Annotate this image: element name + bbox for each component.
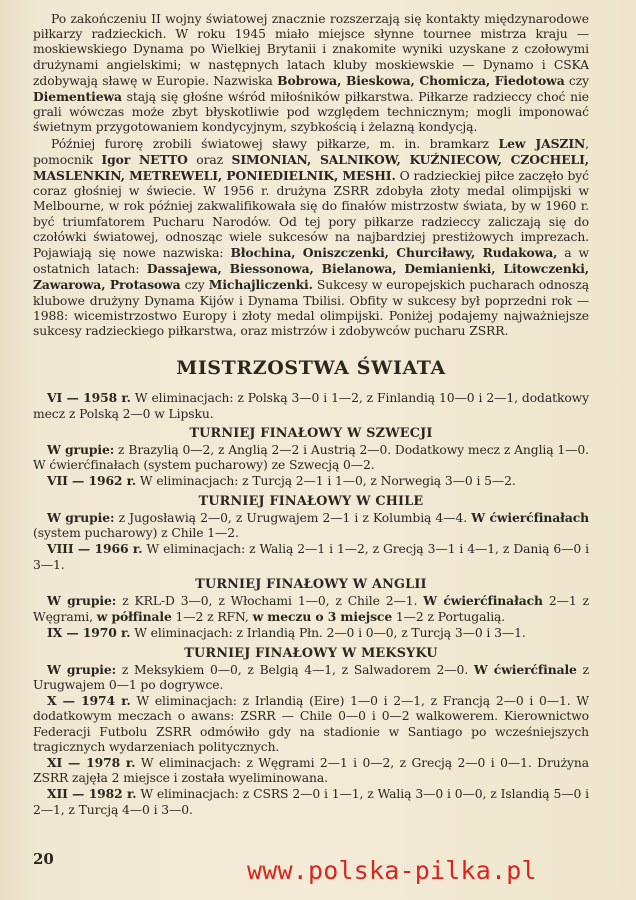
subheading-england: TURNIEJ FINAŁOWY W ANGLII [195,576,427,592]
entry-1978 [33,755,589,786]
entry-text: W eliminacjach: z Irlandią Płn. 2—0 i 0—0, z Turcją 3—0 i 3—1. [130,626,526,641]
stage-label: W ćwierćfinałach [423,592,543,608]
entry-label: VIII — 1966 r. [47,541,143,557]
player-name: Diementiewa [33,89,122,105]
text-run: Sukcesy w europejskich pucharach odnoszą klubowe drużyny Dynama Kijów i Dynama Tbilisi. Obfity w sukcesy był poprzedni rok — 1988: wicemistrzostwo Europy i złoty medal olimpijski. Poniżej podajemy najważniejsze sukcesy radzieckiego piłkarstwa, oraz mistrzów i zdobywców pucharu ZSRR. [33,278,589,339]
stage-label: W ćwierćfinałach [471,509,590,525]
text-run: oraz [187,152,232,167]
stage-label: w półfinale [96,609,172,625]
group-label: W grupie: [47,592,117,608]
text-column [33,12,589,818]
group-label: W grupie: [47,442,115,458]
entry-label: VI — 1958 r. [47,390,131,406]
entry-text: W eliminacjach: z Walią 2—1 i 1—2, z Grecją 3—1 i 4—1, z Danią 6—0 i 3—1. [33,542,590,572]
group-text: 1—2 z RFN, [171,610,253,625]
player-name: Michajliczenki. [208,277,313,293]
group-text: z Urugwajem 0—1 po dogrywce. [33,662,589,692]
group-text: z Brazylią 0—2, z Anglią 2—2 i Austrią 2—0. Dodatkowy mecz z Anglią 1—0. W ćwierćfinałach (system pucharowy) ze Szwecją 0—2. [33,443,589,473]
entry-label: XI — 1978 r. [47,754,136,770]
subheading-sweden: TURNIEJ FINAŁOWY W SZWECJI [189,425,433,441]
intro-paragraph-1 [33,12,589,136]
entry-text: W eliminacjach: z Turcją 2—1 i 1—0, z Norwegią 3—0 i 5—2. [136,474,516,489]
group-england [33,593,589,625]
entry-1970 [33,625,589,641]
entry-1974 [33,693,589,755]
player-name: Igor NETTO [101,151,188,167]
group-text: 2—1 z Węgrami, [33,593,589,625]
group-text: z KRL-D 3—0, z Włochami 1—0, z Chile 2—1. [116,593,424,608]
group-text: 1—2 z Portugalią. [392,610,506,625]
entry-1962 [33,473,589,489]
text-run: czy [564,73,589,88]
entry-text: W eliminacjach: z Polską 3—0 i 1—2, z Finlandią 10—0 i 2—1, dodatkowy mecz z Polską 2—0 w Lipsku. [33,391,589,421]
entry-1966 [33,541,589,572]
section-title: MISTRZOSTWA ŚWIATA [176,357,446,380]
entry-1982 [33,786,589,817]
player-names: Bobrowa, Bieskowa, Chomicza, Fiedotowa [277,72,565,88]
entry-text: W eliminacjach: z Irlandią (Eire) 1—0 i 2—1, z Francją 2—0 i 0—1. W dodatkowym meczach o awans: ZSRR — Chile 0—0 i 0—2 walkowerem. Kierownictwo Federacji Futbolu ZSRR odmówiło gdy na stadionie w Santiago po wcześniejszych tragicznych wydarzeniach politycznych. [33,694,589,754]
player-names: Dassajewa, Biessonowa, Bielanowa, Demianienki, Litowczenki, Zawarowa, Protasowa [33,261,589,293]
text-run: a w ostatnich latach: [33,246,590,277]
stage-label: W ćwierćfinale [473,661,577,677]
entry-text: W eliminacjach: z CSRS 2—0 i 1—1, z Walią 3—0 i 0—0, z Islandią 5—0 i 2—1, z Turcją 4—0 i 3—0. [33,787,589,817]
text-run: stają się głośne wśród miłośników piłkarstwa. Piłkarze radzieccy choć nie grali wówczas może zbyt błyskotliwie pod względem technicznym; mogli imponować świetnym przygotowaniem kondycyjnym, szybkością i żelazną kondycją. [33,90,589,135]
text-run: Po zakończeniu II wojny światowej znacznie rozszerzają się kontakty międzynarodowe piłkarzy radzieckich. W roku 1945 miało miejsce słynne tournee mistrza kraju — moskiewskiego Dynama po Wielkiej Brytanii i znakomite wyniki uzyskane z czołowymi drużynami angielskimi; w następnych latach kluby moskiewskie — Dynamo i CSKA zdobywają sławę w Europie. Nazwiska [33,12,589,88]
group-label: W grupie: [47,661,117,677]
text-run: czy [180,278,209,293]
page-number: 20 [33,850,54,868]
group-text: z Jugosławią 2—0, z Urugwajem 2—1 i z Kolumbią 4—4. [114,510,472,525]
entry-label: VII — 1962 r. [47,473,137,489]
entry-label: IX — 1970 r. [47,625,131,641]
group-text: (system pucharowy) z Chile 1—2. [33,526,239,541]
player-name: Lew JASZIN [498,135,586,151]
intro-paragraph-2 [33,136,589,340]
text-run: , pomocnik [33,136,589,167]
text-run: Później furorę zrobili światowej sławy piłkarze, m. in. bramkarz [51,136,499,151]
entry-1958 [33,390,589,421]
entry-text: W eliminacjach: z Węgrami 2—1 i 0—2, z Grecją 2—0 i 0—1. Drużyna ZSRR zajęła 2 miejsce i została wyeliminowana. [33,755,589,786]
group-label: W grupie: [47,509,115,525]
subheading-mexico: TURNIEJ FINAŁOWY W MEKSYKU [184,645,438,661]
watermark-url: www.polska-pilka.pl [247,856,537,885]
player-names: SIMONIAN, SALNIKOW, KUŹNIECOW, CZOCHELI, MASLENKIN, METREWELI, PONIEDIELNIK, MESHI. [33,151,589,184]
group-text: z Meksykiem 0—0, z Belgią 4—1, z Salwadorem 2—0. [116,662,474,677]
stage-label: w meczu o 3 miejsce [252,609,393,625]
text-run: O radzieckiej piłce zaczęło być coraz głośniej w świecie. W 1956 r. drużyna ZSRR zdobyła złoty medal olimpijski w Melbourne, w rok później zakwalifikowała się do finałów mistrzostw świata, by w 1960 r. być triumfatorem Pucharu Narodów. Od tej pory piłkarze radzieccy zaliczają się do czołówki światowej, odnosząc wiele sukcesów na najbardziej prestiżowych imprezach. Pojawiają się nowe nazwiska: [33,169,589,261]
group-chile [33,510,589,541]
group-sweden [33,442,589,473]
subheading-chile: TURNIEJ FINAŁOWY W CHILE [198,493,424,509]
entry-label: X — 1974 r. [47,693,131,709]
group-mexico [33,662,589,693]
entry-label: XII — 1982 r. [47,786,137,802]
player-names: Błochina, Oniszczenki, Churciławy, Rudakowa, [230,245,558,261]
